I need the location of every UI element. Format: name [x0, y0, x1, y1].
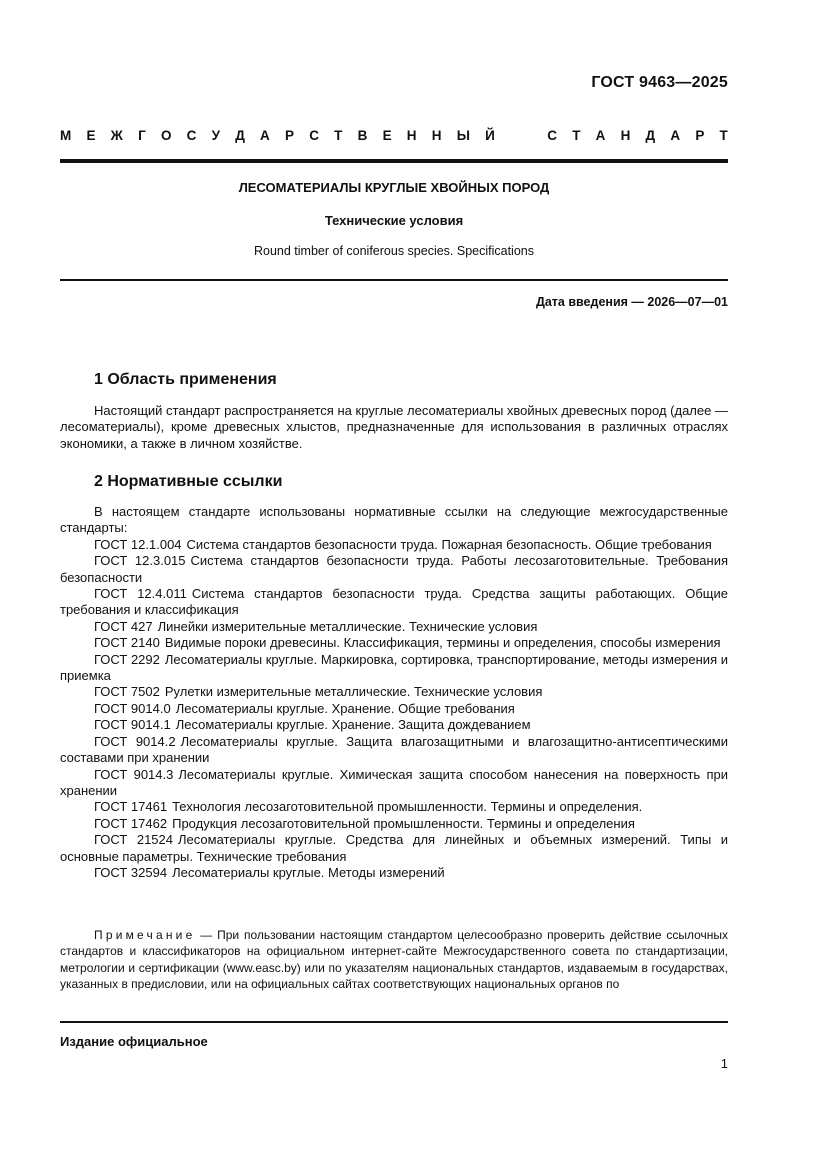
- banner-letter: Ж: [110, 128, 123, 143]
- official-edition-label: Издание официальное: [60, 1034, 208, 1049]
- reference-code: ГОСТ 9014.0: [94, 700, 171, 716]
- reference-title: Система стандартов безопасности труда. Пожарная безопасность. Общие требования: [186, 536, 712, 552]
- reference-title: Лесоматериалы круглые. Средства для линейных и объемных измерений. Типы и основные параметры. Технические требования: [60, 832, 728, 864]
- reference-list: [60, 537, 728, 882]
- document-title: ЛЕСОМАТЕРИАЛЫ КРУГЛЫЕ ХВОЙНЫХ ПОРОД: [238, 180, 550, 195]
- banner-letter: М: [60, 128, 72, 143]
- reference-code: ГОСТ 427: [94, 618, 153, 634]
- reference-code: ГОСТ 12.1.004: [94, 536, 182, 552]
- reference-title: Линейки измерительные металлические. Технические условия: [157, 618, 538, 634]
- reference-code: ГОСТ 9014.3: [94, 766, 174, 782]
- banner-letter: Т: [719, 128, 728, 143]
- banner-letter: Д: [645, 128, 656, 143]
- reference-code: ГОСТ 32594: [94, 864, 168, 880]
- banner-letter: У: [211, 128, 221, 143]
- banner-letter: О: [160, 128, 172, 143]
- banner-letter: Д: [235, 128, 245, 143]
- reference-title: Рулетки измерительные металлические. Технические условия: [164, 684, 543, 700]
- reference-item: [60, 635, 728, 651]
- header-divider-thick: [60, 159, 728, 163]
- reference-item: [60, 734, 728, 767]
- banner-letter: Ы: [456, 128, 470, 143]
- reference-title: Система стандартов безопасности труда. Работы лесозаготовительные. Требования безопасности: [60, 553, 728, 585]
- reference-title: Лесоматериалы круглые. Защита влагозащитными и влагозащитно-антисептическими составами при хранении: [60, 733, 728, 766]
- reference-code: ГОСТ 17461: [94, 799, 168, 815]
- page-number: 1: [720, 1056, 728, 1071]
- reference-title: Видимые пороки древесины. Классификация, термины и определения, способы измерения: [164, 635, 721, 651]
- reference-item: [60, 586, 728, 619]
- reference-item: [60, 684, 728, 700]
- section-2-heading: 2 Нормативные ссылки: [94, 473, 283, 490]
- normative-references: [60, 504, 728, 881]
- footer-divider: [60, 1021, 728, 1023]
- references-intro: В настоящем стандарте использованы нормативные ссылки на следующие межгосударственные стандарты:: [60, 504, 728, 536]
- reference-item: [60, 865, 728, 881]
- reference-title: Лесоматериалы круглые. Методы измерений: [172, 864, 445, 880]
- document-subtitle: Технические условия: [324, 213, 464, 228]
- reference-item: [60, 537, 728, 553]
- banner-letter: Р: [285, 128, 295, 143]
- title-divider: [60, 279, 728, 281]
- banner-letter: Й: [485, 128, 495, 143]
- note-text: — При пользовании настоящим стандартом целесообразно проверить действие ссылочных стандартов и классификаторов на официальном интернет-сайте Межгосударственного совета по стандартизации, метрологии и сертификации (www.easc.by) или по указателям национальных стандартов, издаваемым в государствах, указанных в предисловии, или на официальных сайтах соответствующих национальных органов по: [60, 928, 728, 992]
- reference-item: [60, 832, 728, 865]
- reference-item: [60, 701, 728, 717]
- banner-letter: В: [357, 128, 368, 143]
- reference-title: Лесоматериалы круглые. Маркировка, сортировка, транспортирование, методы измерения и приемка: [60, 651, 728, 684]
- reference-code: ГОСТ 21524: [94, 832, 173, 848]
- banner-letter: Е: [382, 128, 392, 143]
- reference-item: [60, 553, 728, 586]
- banner-letter: Н: [620, 128, 631, 143]
- banner-letter: Г: [138, 128, 146, 143]
- banner-letter: А: [260, 128, 270, 143]
- introduction-date: Дата введения — 2026—07—01: [535, 295, 728, 309]
- reference-title: Лесоматериалы круглые. Хранение. Общие требования: [175, 700, 515, 716]
- banner-letter: Т: [572, 128, 581, 143]
- reference-code: ГОСТ 2292: [94, 651, 160, 667]
- reference-item: [60, 767, 728, 800]
- section-1-body: Настоящий стандарт распространяется на круглые лесоматериалы хвойных древесных пород (далее — лесоматериалы), кроме древесных хлыстов, предназначенные для использования в различных отраслях экономики, а также в личном хозяйстве.: [60, 403, 728, 451]
- reference-title: Продукция лесозаготовительной промышленности. Термины и определения: [172, 815, 635, 831]
- section-1-heading: 1 Область применения: [94, 371, 277, 388]
- banner-letter: Т: [334, 128, 343, 143]
- banner-letter: Н: [431, 128, 442, 143]
- note-label: Примечание: [94, 928, 196, 942]
- reference-item: [60, 652, 728, 685]
- banner-letter: Н: [406, 128, 417, 143]
- reference-code: ГОСТ 7502: [94, 684, 160, 700]
- banner-letter: Е: [86, 128, 96, 143]
- banner-letter: А: [670, 128, 681, 143]
- reference-item: [60, 717, 728, 733]
- english-title: Round timber of coniferous species. Specifications: [253, 244, 534, 258]
- banner-letter: А: [595, 128, 606, 143]
- reference-code: ГОСТ 12.4.011: [94, 586, 187, 602]
- banner-letter: С: [186, 128, 197, 143]
- reference-title: Технология лесозаготовительной промышленности. Термины и определения.: [172, 799, 643, 815]
- banner-letter: Р: [695, 128, 705, 143]
- banner-letter: С: [309, 128, 319, 143]
- document-code: ГОСТ 9463—2025: [591, 74, 728, 91]
- banner-letter: С: [547, 128, 557, 143]
- reference-title: Лесоматериалы круглые. Хранение. Защита дождеванием: [175, 717, 531, 733]
- reference-item: [60, 799, 728, 815]
- reference-code: ГОСТ 9014.1: [94, 717, 171, 733]
- reference-code: ГОСТ 9014.2: [94, 733, 176, 749]
- section-1-text: [60, 403, 728, 452]
- note-block: [60, 927, 728, 993]
- reference-title: Лесоматериалы круглые. Химическая защита способом нанесения на поверхность при хранении: [60, 766, 728, 798]
- reference-item: [60, 619, 728, 635]
- reference-title: Система стандартов безопасности труда. Средства защиты работающих. Общие требования и классификация: [60, 586, 728, 618]
- reference-item: [60, 816, 728, 832]
- banner-word-gap: [510, 128, 532, 143]
- reference-code: ГОСТ 2140: [94, 635, 160, 651]
- reference-code: ГОСТ 17462: [94, 815, 168, 831]
- interstate-standard-banner: [60, 128, 728, 143]
- reference-code: ГОСТ 12.3.015: [94, 553, 186, 569]
